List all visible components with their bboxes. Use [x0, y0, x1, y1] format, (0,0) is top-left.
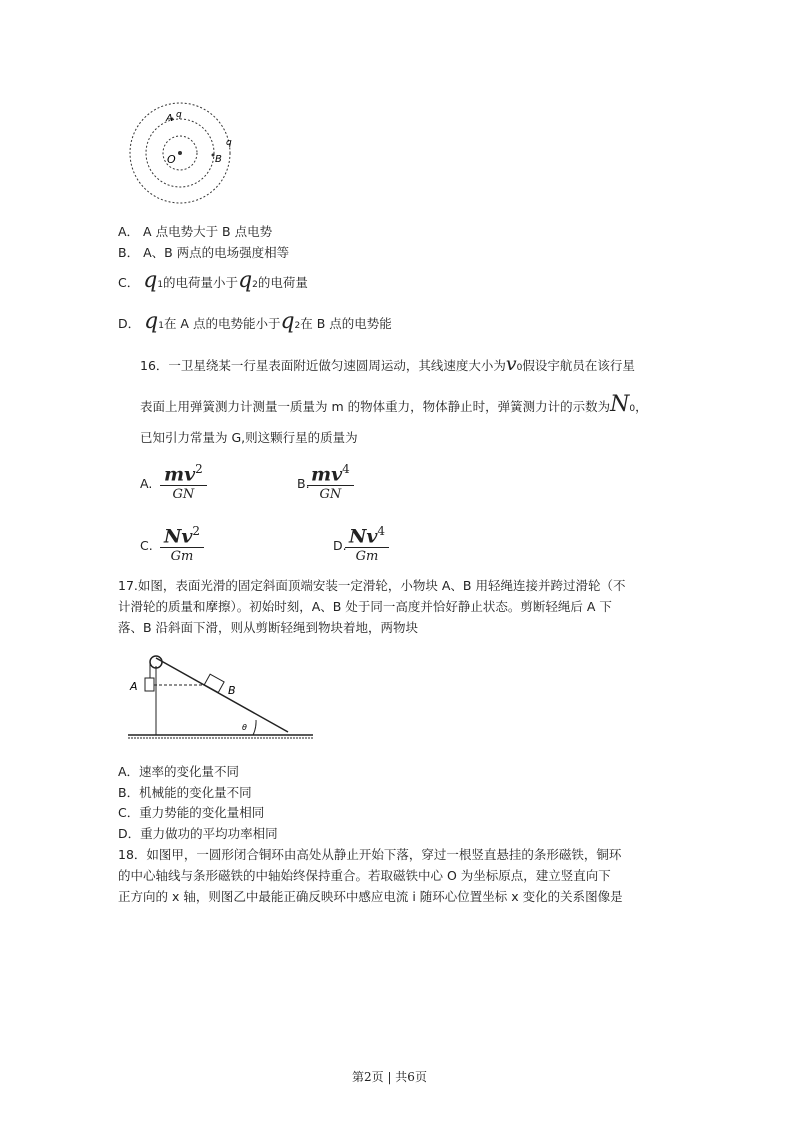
svg-text:θ: θ [242, 723, 247, 732]
q15-option-a: A． A 点电势大于 B 点电势 [118, 224, 273, 239]
q16-option-a-label: A. [140, 476, 153, 491]
q17-option-a: A．速率的变化量不同 [118, 764, 240, 779]
q17-line3: 落、B 沿斜面下滑，则从剪断轻绳到物块着地，两物块 [118, 620, 419, 635]
svg-text:O: O [167, 153, 176, 166]
q18-line1: 18．如图甲，一圆形闭合铜环由高处从静止开始下落，穿过一根竖直悬挂的条形磁铁，铜环 [118, 847, 622, 862]
q16-line1: 16．一卫星绕某一行星表面附近做匀速圆周运动，其线速度大小为v0假设宇航员在该行星 [140, 353, 635, 375]
q15-option-d: D． q1在 A 点的电势能小于q2在 B 点的电势能 [118, 309, 392, 334]
q16-line3: 已知引力常量为 G,则这颗行星的质量为 [140, 430, 358, 445]
q16-option-b-formula: $mv^4$ GN [307, 458, 354, 504]
concentric-circles-figure [120, 95, 250, 220]
q16-option-c-label: C. [140, 538, 153, 553]
q17-option-b: B．机械能的变化量不同 [118, 785, 252, 800]
q16-option-b-label: B. [297, 476, 310, 491]
page-footer: 第2页 | 共6页 [352, 1070, 427, 1084]
q17-line2: 计滑轮的质量和摩擦）。初始时刻，A、B 处于同一高度并恰好静止状态。剪断轻绳后 A 下 [118, 599, 612, 614]
q17-option-d: D．重力做功的平均功率相同 [118, 826, 278, 841]
q17-option-c: C．重力势能的变化量相同 [118, 805, 265, 820]
q16-line2: 表面上用弹簧测力计测量一质量为 m 的物体重力，物体静止时，弹簧测力计的示数为N0， [140, 392, 648, 417]
svg-text:q: q [226, 138, 232, 148]
svg-text:q: q [176, 110, 182, 120]
q17-line1: 17.如图，表面光滑的固定斜面顶端安装一定滑轮，小物块 A、B 用轻绳连接并跨过滑轮（不 [118, 578, 626, 593]
q16-option-a-formula: $mv^2$ GN [160, 458, 207, 504]
q16-option-d-label: D. [333, 538, 347, 553]
q16-option-d-formula: Nv$^4$ Gm [345, 520, 389, 566]
svg-text:B: B [228, 684, 236, 697]
q18-line2: 的中心轴线与条形磁铁的中轴始终保持重合。若取磁铁中心 O 为坐标原点，建立竖直向下 [118, 868, 611, 883]
svg-text:A: A [130, 680, 138, 693]
q15-option-c: C． q1的电荷量小于q2的电荷量 [118, 268, 308, 293]
q15-option-b: B． A、B 两点的电场强度相等 [118, 245, 290, 260]
label-A: A [166, 113, 173, 124]
q16-option-c-formula: Nv$^2$ Gm [160, 520, 204, 566]
q18-line3: 正方向的 x 轴，则图乙中最能正确反映环中感应电流 i 随环心位置坐标 x 变化的关系图像是 [118, 889, 623, 904]
svg-text:B: B [215, 154, 222, 165]
incline-pulley-figure [118, 650, 318, 745]
